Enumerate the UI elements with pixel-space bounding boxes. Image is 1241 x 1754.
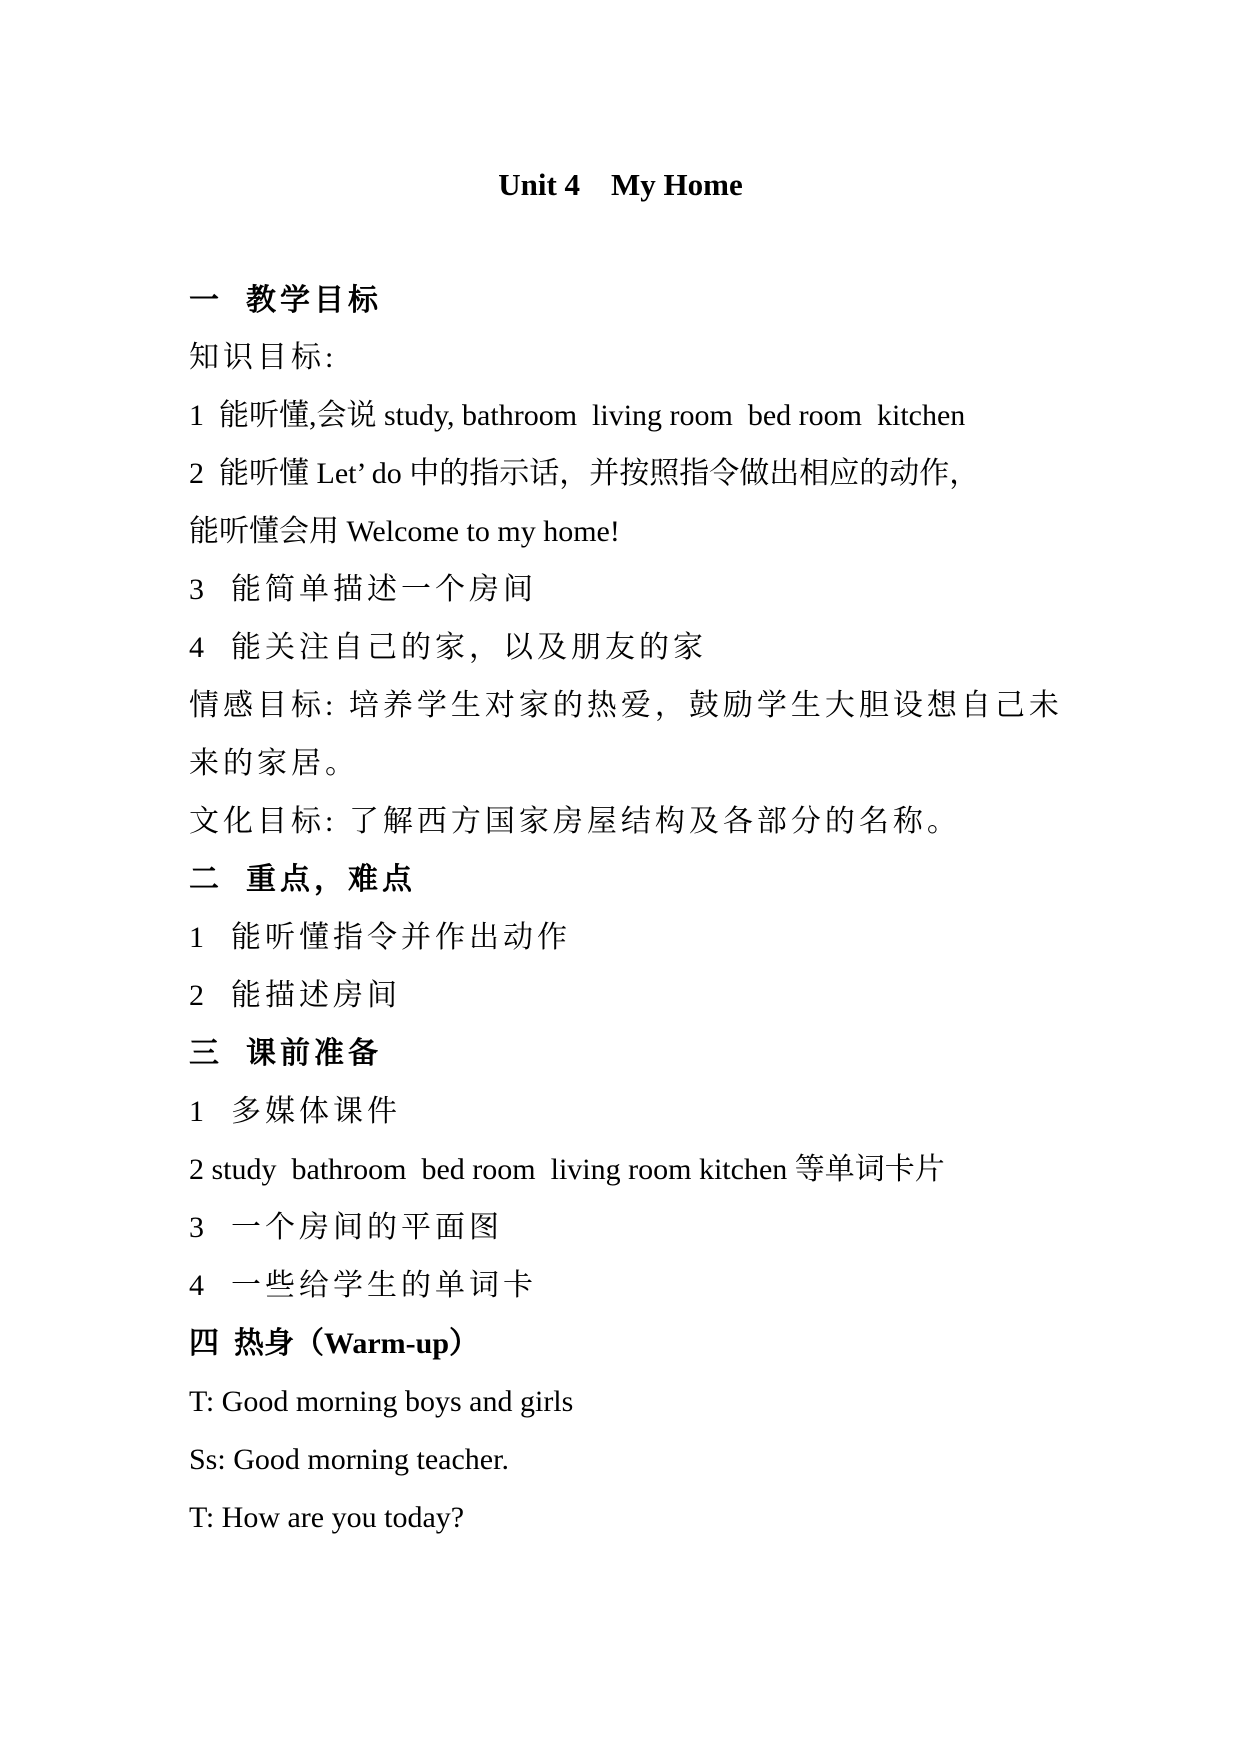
text-line: 2 study bathroom bed room living room kitchen 等单词卡片 [189,1153,945,1186]
dialogue-line: Ss: Good morning teacher. [189,1443,509,1476]
dialogue-line: T: How are you today? [189,1501,465,1534]
text-line: 能听懂会用 Welcome to my home! [189,515,620,548]
text-line: 1 能听懂指令并作出动作 [189,921,571,954]
text-line: 文化目标: 了解西方国家房屋结构及各部分的名称。 [189,805,961,838]
text-line: 2 能描述房间 [189,979,401,1012]
text-line: 4 一些给学生的单词卡 [189,1269,537,1302]
section-heading-teaching-objectives: 一 教学目标 [189,284,382,317]
text-line: 情感目标: 培养学生对家的热爱，鼓励学生大胆设想自己未 [189,689,1063,722]
text-line: 3 能简单描述一个房间 [189,573,537,606]
text-line: 1 能听懂,会说 study, bathroom living room bed room kitchen [189,399,966,432]
document-title: Unit 4 My Home [498,167,743,202]
text-line: 3 一个房间的平面图 [189,1211,503,1244]
text-line: 2 能听懂 Let’ do 中的指示话，并按照指令做出相应的动作， [189,457,980,490]
section-heading-preparation: 三 课前准备 [189,1037,382,1070]
text-line: 来的家居。 [189,747,359,780]
text-line: 知识目标: [189,341,338,374]
text-line: 4 能关注自己的家，以及朋友的家 [189,631,707,664]
dialogue-line: T: Good morning boys and girls [189,1385,574,1418]
text-line: 1 多媒体课件 [189,1095,401,1128]
section-heading-warm-up: 四 热身（Warm-up） [189,1327,480,1360]
section-heading-key-points: 二 重点，难点 [189,863,416,896]
